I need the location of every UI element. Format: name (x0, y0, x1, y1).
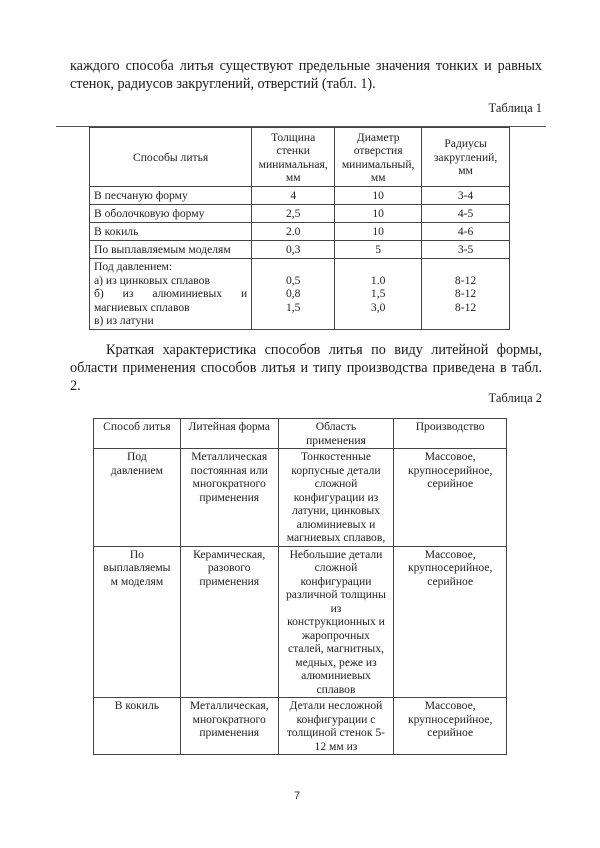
table-row (90, 205, 510, 223)
cell-method: В кокиль (94, 698, 181, 755)
cell-method: Под давлением (94, 449, 181, 547)
cell-method: В оболочковую форму (90, 205, 252, 223)
second-paragraph (70, 341, 542, 395)
cell-radius: 4-5 (422, 205, 510, 223)
cell-radius: 3-5 (422, 241, 510, 259)
header-production: Производство (394, 419, 507, 449)
cell-hole: 1.0 1,5 3,0 (335, 259, 422, 330)
paragraph-line: стенок, радиусов закруглений, отверстий (табл. 1). (70, 76, 376, 92)
header-mold: Литейная форма (180, 419, 278, 449)
cell-hole: 10 (335, 205, 422, 223)
table-row-pressure (90, 259, 510, 330)
table-row (90, 241, 510, 259)
cell-hole: 10 (335, 223, 422, 241)
table2-casting-characteristics (93, 418, 507, 755)
cell-production: Массовое, крупносерийное, серийное (394, 698, 507, 755)
cell-wall: 2,5 (252, 205, 335, 223)
table-row (90, 187, 510, 205)
cell-radius: 4-6 (422, 223, 510, 241)
cell-production: Массовое, крупносерийное, серийное (394, 546, 507, 698)
cell-radius: 3-4 (422, 187, 510, 205)
cell-method: Под давлением: а) из цинковых сплавов б) из алюминиевых и магниевых сплавов в) из латуни (90, 259, 252, 330)
table1-caption: Таблица 1 (488, 101, 542, 115)
header-radius: Радиусы закруглений, мм (422, 128, 510, 187)
table-row (94, 698, 507, 755)
table-header-row (94, 419, 507, 449)
cell-application: Небольшие детали сложной конфигурации различной толщины из конструкционных и жаропрочных сталей, магнитных, медных, реже из алюминиевых сплавов (278, 546, 394, 698)
cell-radius: 8-12 8-12 8-12 (422, 259, 510, 330)
cell-method: По выплавляемы м моделям (94, 546, 181, 698)
cell-mold: Металлическая, многократного применения (180, 698, 278, 755)
paragraph-line: каждого способа литья существуют предельные значения тонких и равных (70, 58, 542, 74)
header-method: Способ литья (94, 419, 181, 449)
header-wall-thickness: Толщина стенки минимальная, мм (252, 128, 335, 187)
cell-application: Детали несложной конфигурации с толщиной стенок 5- 12 мм из (278, 698, 394, 755)
cell-method: В песчаную форму (90, 187, 252, 205)
header-application: Область применения (278, 419, 394, 449)
table2-caption: Таблица 2 (488, 391, 542, 405)
table-row (94, 449, 507, 547)
paragraph-line: Краткая характеристика способов литья по виду литейной формы, (106, 342, 542, 358)
cell-method: В кокиль (90, 223, 252, 241)
cell-production: Массовое, крупносерийное, серийное (394, 449, 507, 547)
cell-wall: 2.0 (252, 223, 335, 241)
page-number: 7 (294, 790, 301, 802)
cell-hole: 5 (335, 241, 422, 259)
cell-wall: 4 (252, 187, 335, 205)
header-method: Способы литья (90, 128, 252, 187)
intro-paragraph (70, 57, 542, 93)
cell-wall: 0,5 0,8 1,5 (252, 259, 335, 330)
cell-mold: Металлическая постоянная или многократного применения (180, 449, 278, 547)
cell-hole: 10 (335, 187, 422, 205)
table1-casting-limits (89, 127, 510, 330)
header-hole-diameter: Диаметр отверстия минимальный, мм (335, 128, 422, 187)
table-row (90, 223, 510, 241)
table-row (94, 546, 507, 698)
cell-mold: Керамическая, разового применения (180, 546, 278, 698)
cell-wall: 0,3 (252, 241, 335, 259)
cell-application: Тонкостенные корпусные детали сложной конфигурации из латуни, цинковых алюминиевых и магниевых сплавов, (278, 449, 394, 547)
paragraph-line: области применения способов литья и типу производства приведена в табл. 2. (70, 360, 542, 394)
table-header-row (90, 128, 510, 187)
cell-method: По выплавляемым моделям (90, 241, 252, 259)
